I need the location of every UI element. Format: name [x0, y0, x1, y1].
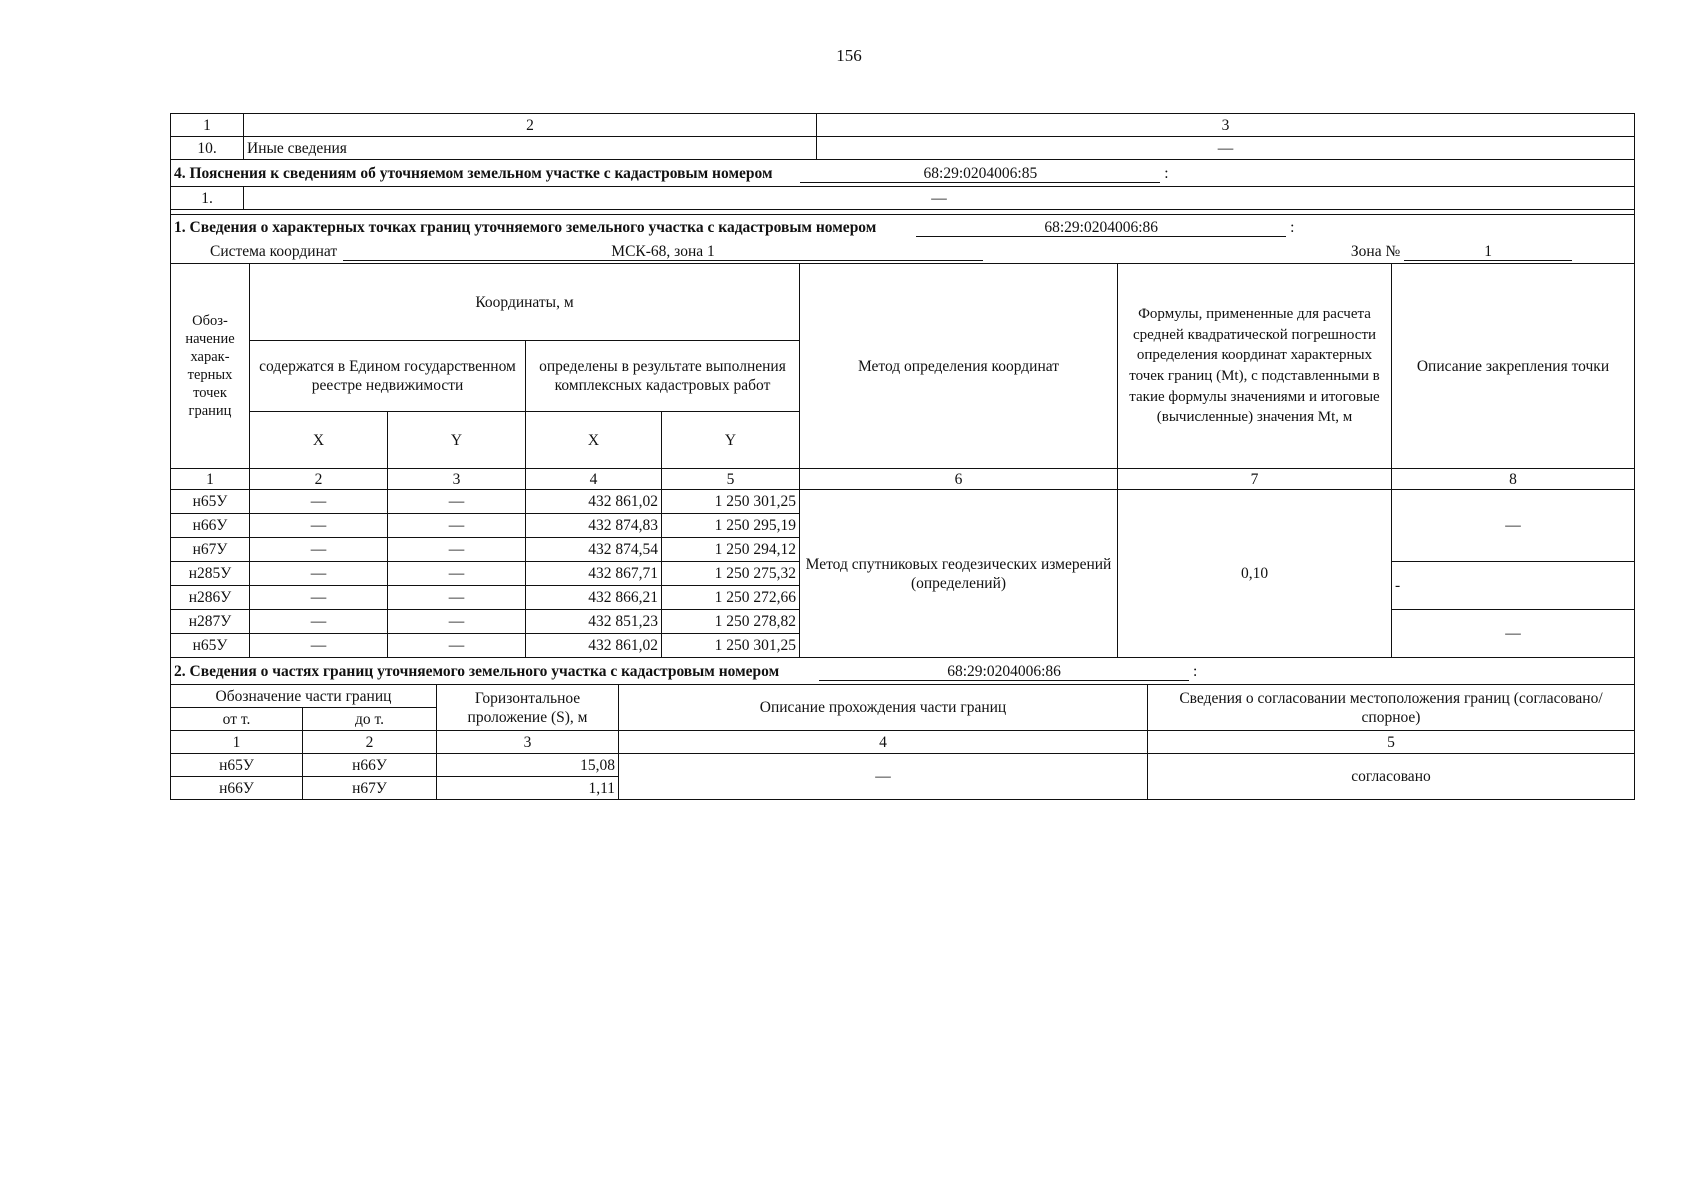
header-formulas: Формулы, примененные для расчета средней квадратической погрешности определения координат характерных точек границ (Mt), с подставленными в такие формулы значениями и итоговые (вычисленные) значения Mt, м [1118, 264, 1392, 469]
part-horizontal: 1,11 [437, 777, 619, 800]
fixing-description: — [1392, 610, 1635, 658]
point-name: н287У [171, 610, 250, 634]
x-registry: — [250, 586, 388, 610]
header-designation: Обоз-начение харак-терных точек границ [171, 264, 250, 469]
header-method: Метод определения координат [800, 264, 1118, 469]
x-determined: 432 861,02 [526, 634, 662, 658]
point-name: н285У [171, 562, 250, 586]
x-determined: 432 866,21 [526, 586, 662, 610]
row-value: — [817, 137, 1635, 160]
row-label: Иные сведения [244, 137, 817, 160]
part-from: н65У [171, 754, 303, 777]
point-name: н286У [171, 586, 250, 610]
section2-title: 2. Сведения о частях границ уточняемого земельного участка с кадастровым номером [174, 662, 780, 680]
section2-cadastral: 68:29:0204006:86 [819, 663, 1189, 681]
section4-title-row [171, 160, 1635, 187]
y-registry: — [388, 562, 526, 586]
section4-title: 4. Пояснения к сведениям об уточняемом земельном участке с кадастровым номером [174, 164, 773, 182]
coord-system-value: МСК-68, зона 1 [343, 243, 983, 261]
x-determined: 432 874,54 [526, 538, 662, 562]
y-determined: 1 250 272,66 [662, 586, 800, 610]
point-name: н65У [171, 490, 250, 514]
col-header: 3 [817, 114, 1635, 137]
method-value: Метод спутниковых геодезических измерений (определений) [800, 490, 1118, 658]
section4-end-mark: : [1164, 164, 1169, 182]
section1-end-mark: : [1290, 218, 1295, 236]
header-x-determined: X [526, 412, 662, 469]
col-number: 1 [171, 469, 250, 490]
page-number: 156 [836, 46, 862, 65]
header-description: Описание закрепления точки [1392, 264, 1635, 469]
header-x-registry: X [250, 412, 388, 469]
part-to: н66У [303, 754, 437, 777]
section1-table [170, 214, 1635, 658]
y-registry: — [388, 538, 526, 562]
header-passage: Описание прохождения части границ [619, 685, 1148, 731]
x-determined: 432 861,02 [526, 490, 662, 514]
header-from: от т. [171, 708, 303, 731]
section1-title-row [171, 215, 1635, 240]
header-part-designation: Обозначение части границ [171, 685, 437, 708]
section2-end-mark: : [1192, 662, 1198, 680]
header-registry: содержатся в Едином государственном реестре недвижимости [250, 341, 526, 412]
col-number: 3 [437, 731, 619, 754]
x-determined: 432 874,83 [526, 514, 662, 538]
col-number: 6 [800, 469, 1118, 490]
y-registry: — [388, 490, 526, 514]
col-number: 5 [662, 469, 800, 490]
coord-system-row [171, 239, 1635, 264]
section4-cadastral: 68:29:0204006:85 [800, 165, 1160, 183]
y-determined: 1 250 301,25 [662, 634, 800, 658]
x-registry: — [250, 514, 388, 538]
passage-value: — [619, 754, 1148, 800]
header-y-registry: Y [388, 412, 526, 469]
y-determined: 1 250 295,19 [662, 514, 800, 538]
top-table [170, 113, 1635, 160]
y-registry: — [388, 634, 526, 658]
mt-value: 0,10 [1118, 490, 1392, 658]
coord-system-label: Система координат [210, 242, 338, 260]
part-from: н66У [171, 777, 303, 800]
x-registry: — [250, 538, 388, 562]
y-determined: 1 250 294,12 [662, 538, 800, 562]
x-registry: — [250, 610, 388, 634]
point-name: н66У [171, 514, 250, 538]
point-name: н67У [171, 538, 250, 562]
section2-table [170, 658, 1635, 800]
x-determined: 432 851,23 [526, 610, 662, 634]
header-y-determined: Y [662, 412, 800, 469]
part-to: н67У [303, 777, 437, 800]
y-determined: 1 250 301,25 [662, 490, 800, 514]
y-determined: 1 250 278,82 [662, 610, 800, 634]
x-registry: — [250, 634, 388, 658]
section4-row-number: 1. [171, 187, 244, 210]
col-number: 8 [1392, 469, 1635, 490]
row-number: 10. [171, 137, 244, 160]
zone-value: 1 [1404, 243, 1572, 261]
header-horizontal: Горизонтальное проложение (S), м [437, 685, 619, 731]
x-determined: 432 867,71 [526, 562, 662, 586]
section1-title: 1. Сведения о характерных точках границ уточняемого земельного участка с кадастровым номером [174, 218, 877, 236]
col-number: 7 [1118, 469, 1392, 490]
x-registry: — [250, 562, 388, 586]
header-coords: Координаты, м [250, 264, 800, 341]
y-registry: — [388, 514, 526, 538]
col-number: 2 [303, 731, 437, 754]
section4-table [170, 160, 1635, 210]
y-registry: — [388, 610, 526, 634]
col-number: 4 [526, 469, 662, 490]
fixing-description: — [1392, 490, 1635, 562]
header-determined: определены в результате выполнения комплексных кадастровых работ [526, 341, 800, 412]
x-registry: — [250, 490, 388, 514]
section1-cadastral: 68:29:0204006:86 [916, 219, 1286, 237]
col-number: 1 [171, 731, 303, 754]
y-determined: 1 250 275,32 [662, 562, 800, 586]
document-sheet [170, 113, 1635, 800]
col-number: 5 [1148, 731, 1635, 754]
fixing-description: - [1392, 562, 1635, 610]
col-number: 2 [250, 469, 388, 490]
section2-title-row [171, 658, 1635, 685]
point-name: н65У [171, 634, 250, 658]
col-header: 2 [244, 114, 817, 137]
col-number: 4 [619, 731, 1148, 754]
section4-row-value: — [244, 187, 1635, 210]
col-header: 1 [171, 114, 244, 137]
col-number: 3 [388, 469, 526, 490]
y-registry: — [388, 586, 526, 610]
part-horizontal: 15,08 [437, 754, 619, 777]
agreement-value: согласовано [1148, 754, 1635, 800]
header-agreement: Сведения о согласовании местоположения границ (согласовано/спорное) [1148, 685, 1635, 731]
zone-label: Зона № [1350, 242, 1401, 260]
header-to: до т. [303, 708, 437, 731]
